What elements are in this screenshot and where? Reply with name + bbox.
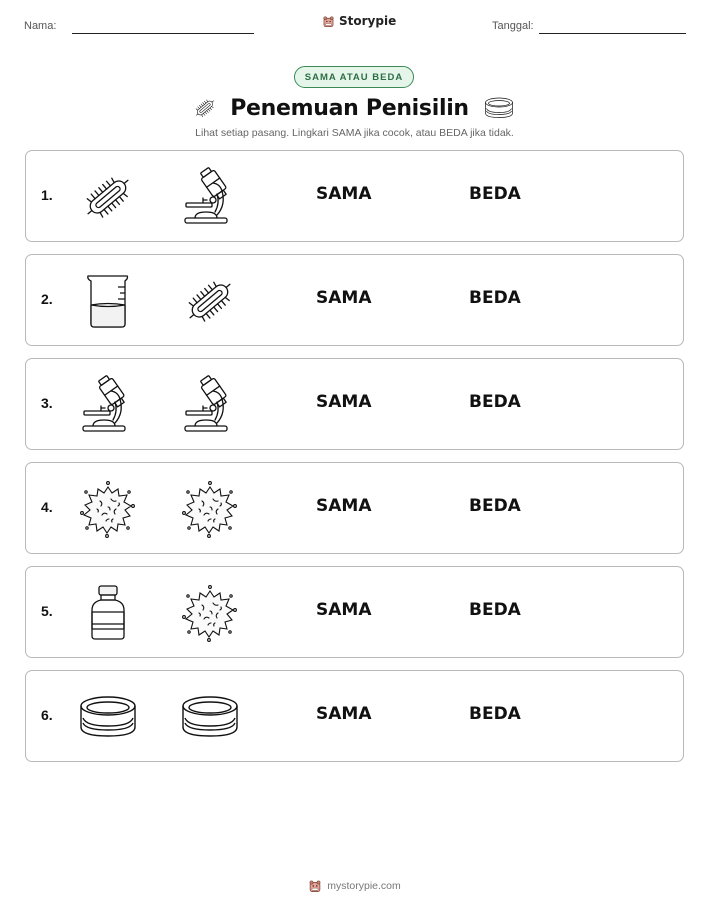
- row-number: 3.: [41, 395, 53, 411]
- beda-choice[interactable]: BEDA: [469, 600, 521, 620]
- activity-badge: SAMA ATAU BEDA: [294, 66, 414, 88]
- microscope-icon: [78, 375, 138, 435]
- page-title: Penemuan Penisilin: [230, 95, 469, 121]
- footer: [0, 879, 709, 893]
- sama-choice[interactable]: SAMA: [316, 496, 372, 516]
- instructions: Lihat setiap pasang. Lingkari SAMA jika cocok, atau BEDA jika tidak.: [195, 127, 514, 139]
- bacteria-icon: [192, 95, 218, 121]
- petri-dish-icon: [180, 687, 240, 747]
- storypie-logo-icon: [308, 879, 322, 893]
- storypie-logo-icon: [322, 15, 335, 28]
- row-number: 5.: [41, 603, 53, 619]
- beda-choice[interactable]: BEDA: [469, 704, 521, 724]
- row-number: 4.: [41, 499, 53, 515]
- date-label: Tanggal:: [492, 20, 534, 32]
- question-row: [25, 358, 684, 450]
- row-number: 2.: [41, 291, 53, 307]
- question-row: [25, 670, 684, 762]
- row-number: 1.: [41, 187, 53, 203]
- brand: [322, 14, 396, 28]
- sama-choice[interactable]: SAMA: [316, 392, 372, 412]
- question-row: [25, 566, 684, 658]
- bacteria-icon: [78, 167, 138, 227]
- mold-spore-icon: [78, 479, 138, 539]
- worksheet-header: [0, 0, 709, 50]
- title-row: [0, 92, 709, 124]
- footer-url[interactable]: mystorypie.com: [327, 880, 401, 892]
- beaker-icon: [78, 271, 138, 331]
- name-label: Nama:: [24, 20, 57, 32]
- sama-choice[interactable]: SAMA: [316, 600, 372, 620]
- medicine-vial-icon: [78, 583, 138, 643]
- mold-spore-icon: [180, 583, 240, 643]
- question-row: [25, 462, 684, 554]
- brand-name: Storypie: [339, 14, 397, 28]
- petri-dish-icon: [78, 687, 138, 747]
- question-row: [25, 150, 684, 242]
- beda-choice[interactable]: BEDA: [469, 184, 521, 204]
- sama-choice[interactable]: SAMA: [316, 184, 372, 204]
- microscope-icon: [180, 167, 240, 227]
- sama-choice[interactable]: SAMA: [316, 704, 372, 724]
- bacteria-icon: [180, 271, 240, 331]
- mold-spore-icon: [180, 479, 240, 539]
- beda-choice[interactable]: BEDA: [469, 288, 521, 308]
- beda-choice[interactable]: BEDA: [469, 392, 521, 412]
- row-number: 6.: [41, 707, 53, 723]
- beda-choice[interactable]: BEDA: [469, 496, 521, 516]
- date-write-line[interactable]: [539, 33, 686, 34]
- question-row: [25, 254, 684, 346]
- microscope-icon: [180, 375, 240, 435]
- petri-dish-icon: [481, 93, 517, 123]
- sama-choice[interactable]: SAMA: [316, 288, 372, 308]
- name-write-line[interactable]: [72, 33, 254, 34]
